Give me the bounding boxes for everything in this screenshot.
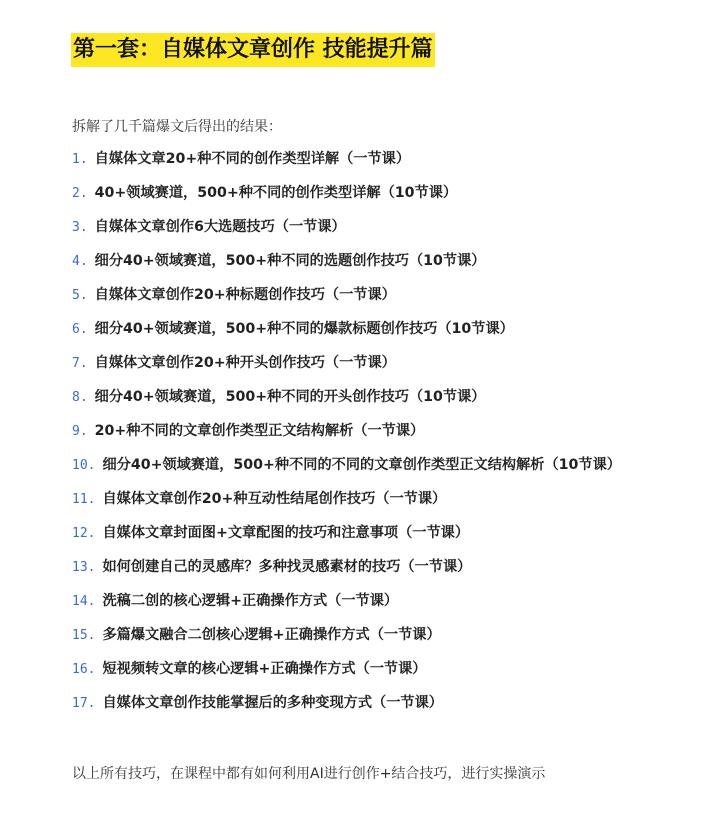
list-item-text: 洗稿二创的核心逻辑+正确操作方式（一节课） <box>102 593 399 609</box>
list-item-number: 13. <box>72 560 96 575</box>
list-item-number: 16. <box>72 662 96 677</box>
list-item-text: 40+领域赛道，500+种不同的创作类型详解（10节课） <box>94 185 458 201</box>
page-title: 第一套：自媒体文章创作 技能提升篇 <box>71 33 435 67</box>
list-item-number: 14. <box>72 594 96 609</box>
list-item-text: 自媒体文章创作技能掌握后的多种变现方式（一节课） <box>102 695 443 711</box>
list-item-number: 10. <box>72 458 96 473</box>
course-list <box>72 142 621 720</box>
list-item-text: 自媒体文章20+种不同的创作类型详解（一节课） <box>94 151 411 167</box>
list-item-text: 细分40+领域赛道，500+种不同的不同的文章创作类型正文结构解析（10节课） <box>102 457 621 473</box>
list-item <box>72 686 621 720</box>
list-item <box>72 312 621 346</box>
list-item-number: 6. <box>72 322 88 337</box>
list-item-number: 7. <box>72 356 88 371</box>
list-item <box>72 380 621 414</box>
list-item <box>72 414 621 448</box>
list-item <box>72 618 621 652</box>
list-item-text: 自媒体文章创作6大选题技巧（一节课） <box>94 219 346 235</box>
list-item-text: 如何创建自己的灵感库？多种找灵感素材的技巧（一节课） <box>102 559 472 575</box>
list-item <box>72 652 621 686</box>
list-item <box>72 210 621 244</box>
list-item <box>72 244 621 278</box>
list-item-number: 9. <box>72 424 88 439</box>
list-item-number: 15. <box>72 628 96 643</box>
list-item <box>72 482 621 516</box>
list-item-text: 细分40+领域赛道，500+种不同的开头创作技巧（10节课） <box>94 389 486 405</box>
list-item-number: 4. <box>72 254 88 269</box>
list-item-number: 12. <box>72 526 96 541</box>
list-item-text: 多篇爆文融合二创核心逻辑+正确操作方式（一节课） <box>102 627 441 643</box>
list-item-number: 3. <box>72 220 88 235</box>
list-item <box>72 176 621 210</box>
list-item <box>72 550 621 584</box>
list-item-number: 1. <box>72 152 88 167</box>
list-item <box>72 516 621 550</box>
list-item <box>72 142 621 176</box>
list-item-text: 细分40+领域赛道，500+种不同的爆款标题创作技巧（10节课） <box>94 321 514 337</box>
list-item-number: 2. <box>72 186 88 201</box>
list-item-text: 自媒体文章创作20+种开头创作技巧（一节课） <box>94 355 396 371</box>
list-item-number: 11. <box>72 492 96 507</box>
list-item-number: 17. <box>72 696 96 711</box>
list-item-text: 细分40+领域赛道，500+种不同的选题创作技巧（10节课） <box>94 253 486 269</box>
list-item-number: 5. <box>72 288 88 303</box>
list-item <box>72 278 621 312</box>
list-item-text: 自媒体文章创作20+种标题创作技巧（一节课） <box>94 287 396 303</box>
intro-text: 拆解了几千篇爆文后得出的结果： <box>72 119 282 135</box>
list-item-text: 自媒体文章创作20+种互动性结尾创作技巧（一节课） <box>102 491 447 507</box>
footer-text: 以上所有技巧，在课程中都有如何利用AI进行创作+结合技巧，进行实操演示 <box>72 766 546 782</box>
list-item-number: 8. <box>72 390 88 405</box>
list-item-text: 短视频转文章的核心逻辑+正确操作方式（一节课） <box>102 661 427 677</box>
list-item <box>72 448 621 482</box>
list-item-text: 20+种不同的文章创作类型正文结构解析（一节课） <box>94 423 425 439</box>
list-item-text: 自媒体文章封面图+文章配图的技巧和注意事项（一节课） <box>102 525 470 541</box>
list-item <box>72 346 621 380</box>
list-item <box>72 584 621 618</box>
